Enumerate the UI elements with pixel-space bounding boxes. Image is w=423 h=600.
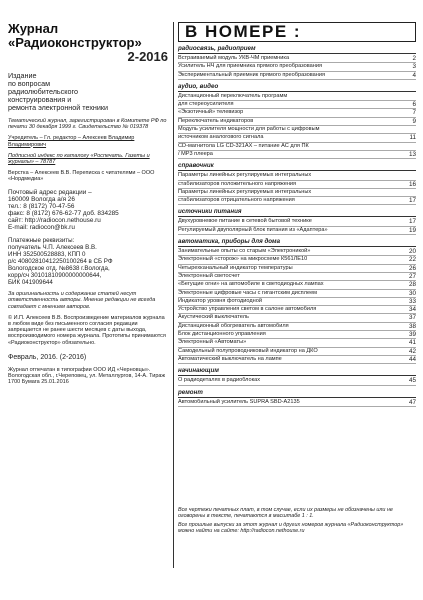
contents-section [178, 208, 416, 235]
contents-sections [178, 45, 416, 407]
entry-page-number: 4 [412, 71, 416, 79]
contents-entry[interactable] [178, 331, 416, 339]
entry-title: Параметры линейных регулируемых интегральных [178, 172, 312, 179]
contents-entry[interactable] [178, 339, 416, 347]
entry-title: Электронные цифровые часы с гигантским дисплеем [178, 289, 318, 296]
entry-page-number: 17 [408, 197, 416, 205]
disclaimer: За оригинальность и содержание статей несут ответственность авторы. Мнение редакции не всегда совпадает с мнением авторов. [8, 291, 156, 310]
section-title: ремонт [178, 389, 416, 398]
subscription-info: Подписной индекс по каталогу «Роспечать. Газеты и журналы» – 78787 [8, 152, 150, 166]
entry-title: стабилизаторов отрицательного напряжения [178, 197, 295, 204]
payment-details [8, 237, 168, 286]
description-line: Издание [8, 71, 37, 80]
entry-title: Самодельный полупроводниковый индикатор на ДКО [178, 347, 318, 354]
entry-title: Электронный светосчет [178, 272, 240, 279]
contents-entry[interactable] [178, 306, 416, 314]
section-title: справочник [178, 162, 416, 171]
copyright-notice: © И.П. Алексеев В.В. Воспроизведение материалов журнала в любом виде без письменного согласия редакции запрещается не ранее шести месяцев с даты выхода, воспроизводимого номера журнала. Прототипы принимаются «Радиоконструктор» обязательно. [8, 314, 166, 346]
entry-title: / MP3 плеера [178, 150, 213, 157]
entry-page-number: 27 [408, 272, 416, 280]
website-link[interactable]: сайт: http://radiocon.nethouse.ru [8, 217, 101, 224]
contents-entry[interactable] [178, 290, 416, 298]
contents-section [178, 162, 416, 205]
description-line: ремонта электронной техники [8, 103, 109, 112]
section-title: радиосвязь, радиоприем [178, 45, 416, 54]
entry-page-number: 26 [408, 264, 416, 272]
contact-line: тел.: 8 (8172) 70-47-56 [8, 202, 75, 210]
entry-page-number: 45 [408, 377, 416, 385]
entry-title: Встраиваемый модуль УКВ-ЧМ приемника [178, 55, 290, 61]
contents-entry[interactable] [178, 298, 416, 306]
journal-title [8, 22, 168, 50]
masthead-column [8, 22, 168, 385]
entry-title: «Экзотичный» телевизор [178, 109, 244, 116]
email-link[interactable]: E-mail: radiocon@bk.ru [8, 224, 75, 232]
entry-page-number: 34 [408, 306, 416, 314]
footnote: Все прошлые выпуски за этот журнал и других номеров журнала «Радиоконструктор» можно найти на сайте: http://radiocon.nethouse.ru [178, 521, 404, 535]
contents-entry[interactable] [178, 172, 416, 180]
entry-page-number: 42 [408, 347, 416, 355]
entry-title: стабилизаторов положительного напряжения [178, 180, 297, 187]
founder-info: Учредитель – Гл. редактор – Алексеев Владимир Владимирович [8, 135, 135, 148]
contents-header: В НОМЕРЕ : [178, 22, 416, 42]
section-title: автоматика, приборы для дома [178, 238, 416, 247]
entry-page-number: 33 [408, 297, 416, 305]
payment-line: Вологодское отд. №8638 г.Вологда, [8, 265, 110, 273]
entry-page-number: 28 [408, 281, 416, 289]
section-title: аудио, видео [178, 83, 416, 92]
contents-entry[interactable] [178, 126, 416, 134]
entry-page-number: 39 [408, 331, 416, 339]
entry-title: Переключатель индикаторов [178, 117, 254, 124]
entry-title: Электронный «Автоматы» [178, 339, 247, 346]
contents-entry[interactable] [178, 218, 416, 226]
entry-title: Блок дистанционного управления [178, 331, 266, 338]
entry-page-number [404, 189, 416, 196]
contents-section [178, 367, 416, 385]
contents-entry[interactable] [178, 134, 416, 142]
contact-line: факс: 8 (8172) 676-62-77 доб. 834285 [8, 209, 119, 217]
entry-title: для стереоусилителя [178, 101, 234, 108]
footnote: Все чертежи печатных плат, в том случае, если их размеры не обозначены или не оговорены в тексте, печатаются в масштабе 1 : 1. [178, 507, 393, 520]
description-line: радиолюбительского [8, 87, 78, 96]
contents-entry[interactable] [178, 314, 416, 322]
entry-page-number: 11 [409, 134, 416, 142]
entry-title: Автоматический выключатель на лампе [178, 355, 282, 362]
print-info: Журнал отпечатан в типографии ООО ИД «Черновцы». Вологодская обл., г.Череповец, ул. Металлургов, 14-А. Тираж 1700 Бумага 25.01.2016 [8, 366, 166, 386]
journal-title-line: «Радиоконструктор» [8, 35, 142, 50]
entry-page-number: 22 [408, 256, 416, 264]
entry-title: Автомобильный усилитель SUPRA SBD-A2135 [178, 398, 300, 405]
contents-entry[interactable] [178, 93, 416, 101]
publication-description [8, 72, 168, 112]
entry-page-number: 16 [408, 180, 416, 188]
entry-title: Регулируемый двуполярный блок питания из «Адаптера» [178, 226, 328, 233]
contents-entry[interactable] [178, 55, 416, 63]
contents-entry[interactable] [178, 323, 416, 331]
entry-title: Экспериментальный приемник прямого преобразования [178, 71, 326, 78]
contents-entry[interactable] [178, 377, 416, 385]
contents-section [178, 389, 416, 407]
entry-title: О радиодеталях в радиоблоках [178, 377, 261, 384]
contacts [8, 189, 168, 232]
contents-entry[interactable] [178, 256, 416, 264]
entry-title: Модуль усилителя мощности для работы с цифровым [178, 126, 320, 133]
entry-page-number [404, 143, 416, 150]
contents-entry[interactable] [178, 281, 416, 289]
entry-title: Дистанционный обогреватель автомобиля [178, 322, 289, 329]
entry-title: Электронный «сторож» на микросхеме К561ЛЕ10 [178, 256, 308, 263]
entry-page-number: 13 [408, 150, 416, 158]
description-line: по вопросам [8, 79, 51, 88]
payment-line: корр/сч 30101810900000000644, [8, 272, 102, 280]
contents-entry[interactable] [178, 72, 416, 80]
entry-title: Акустический выключатель [178, 314, 249, 321]
payment-line: Платежные реквизиты: [8, 237, 75, 245]
entry-page-number [404, 126, 416, 133]
entry-page-number: 38 [408, 322, 416, 330]
entry-title: Индикатор уровня фотодиодной [178, 297, 262, 304]
contents-entry[interactable] [178, 227, 416, 235]
contents-column [178, 22, 416, 407]
entry-page-number: 7 [412, 109, 416, 117]
contents-entry[interactable] [178, 348, 416, 356]
entry-title: Параметры линейных регулируемых интегральных [178, 188, 312, 195]
contents-entry[interactable] [178, 356, 416, 364]
contents-entry[interactable] [178, 399, 416, 407]
contents-entry[interactable] [178, 181, 416, 189]
section-title: источники питания [178, 208, 416, 217]
entry-page-number: 37 [408, 314, 416, 322]
contents-entry[interactable] [178, 197, 416, 205]
contents-entry[interactable] [178, 189, 416, 197]
entry-page-number: 20 [408, 248, 416, 256]
payment-line: получатель Ч.П. Алексеев В.В. [8, 244, 97, 252]
registration-info: Тематический журнал, зарегистрирован в Комитете РФ по печати 30 декабря 1999 г. Свидетельство № 019378 [8, 118, 167, 131]
entry-title: «Бегущие огни» на автомобиле в светодиодных лампах [178, 281, 324, 288]
entry-title: Четырехканальный индикатор температуры [178, 264, 293, 271]
section-title: начинающим [178, 367, 416, 376]
payment-line: БИК 041909644 [8, 279, 53, 287]
contents-entry[interactable] [178, 109, 416, 117]
entry-title: источником аналогового сигнала [178, 134, 264, 141]
contents-entry[interactable] [178, 63, 416, 71]
contents-entry[interactable] [178, 151, 416, 159]
contents-entry[interactable] [178, 143, 416, 151]
entry-page-number: 6 [412, 101, 416, 109]
entry-title: Устройство управления светом в салоне автомобиля [178, 306, 317, 313]
entry-title: Двухуровневое питание в сетевой бытовой технике [178, 218, 312, 225]
journal-title-line: Журнал [8, 21, 59, 36]
contents-entry[interactable] [178, 101, 416, 109]
contents-entry[interactable] [178, 118, 416, 126]
footnotes [178, 507, 416, 535]
entry-title: Усилитель НЧ для приемника прямого преобразования [178, 63, 322, 70]
editorial-info: Верстка – Алексеев В.В. Переписка с читателями – ООО «Нордмедиа» [8, 170, 155, 183]
entry-page-number: 41 [408, 339, 416, 347]
column-divider [173, 22, 174, 568]
contents-entry[interactable] [178, 248, 416, 256]
entry-page-number: 19 [408, 226, 416, 234]
contents-section [178, 45, 416, 80]
entry-title: Занимательные опыты со старым «Электроникой» [178, 248, 311, 255]
payment-line: р/с 40802810412250100264 в СБ РФ [8, 258, 113, 266]
entry-page-number: 47 [408, 398, 416, 406]
entry-page-number: 30 [408, 289, 416, 297]
entry-page-number: 3 [412, 63, 416, 71]
description-line: конструирования и [8, 95, 72, 104]
entry-title: CD-магнитола LG CD-321AX – питание АС для ПК [178, 142, 309, 149]
contact-line: 160009 Вологда а/я 26 [8, 195, 75, 203]
entry-page-number: 2 [412, 55, 416, 62]
contents-section [178, 238, 416, 364]
issue-number: 2-2016 [127, 49, 168, 64]
entry-title: Дистанционный переключатель программ [178, 92, 288, 99]
entry-page-number: 17 [408, 218, 416, 226]
entry-page-number: 44 [408, 355, 416, 363]
entry-page-number [404, 93, 416, 100]
issue-date: Февраль, 2016. (2-2016) [8, 353, 87, 361]
contents-entry[interactable] [178, 273, 416, 281]
payment-line: ИНН 352500528883, КПП 0 [8, 251, 86, 259]
contents-section [178, 83, 416, 159]
contact-line: Почтовый адрес редакции – [8, 188, 92, 196]
contents-entry[interactable] [178, 265, 416, 273]
entry-page-number [404, 172, 416, 179]
entry-page-number: 9 [412, 117, 416, 125]
